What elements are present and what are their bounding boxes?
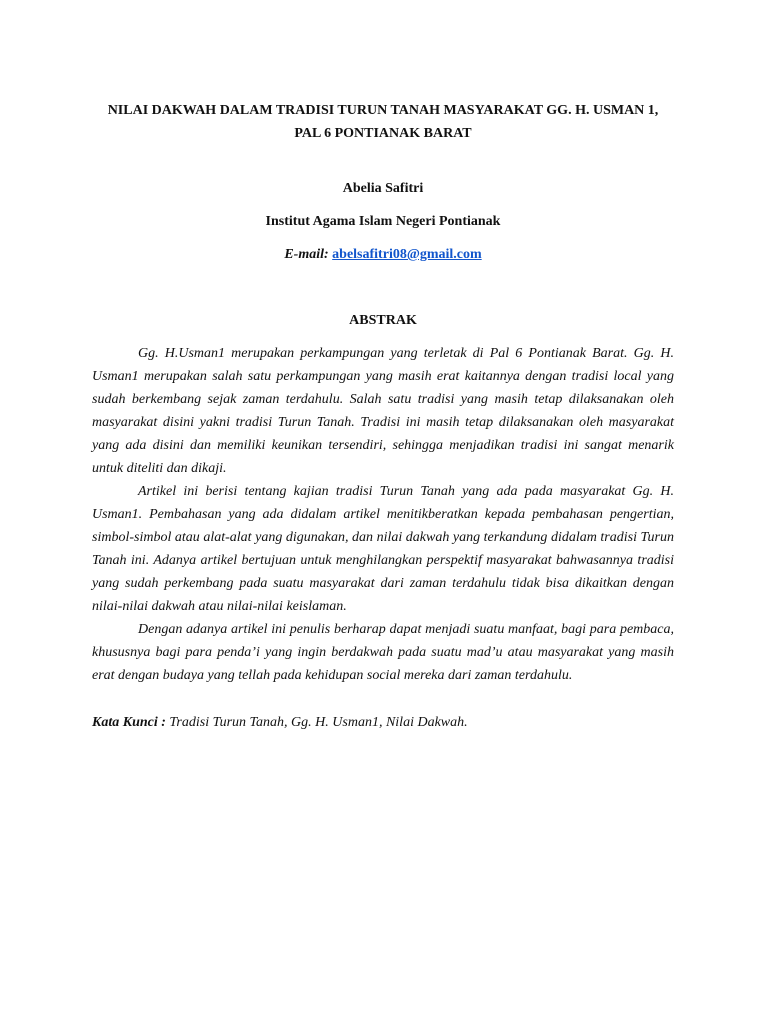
abstract-body [92, 342, 674, 687]
keywords-label: Kata Kunci : [92, 715, 166, 730]
email-label: E-mail: [284, 247, 329, 262]
author-institution: Institut Agama Islam Negeri Pontianak [265, 214, 501, 229]
abstract-heading: ABSTRAK [349, 313, 417, 328]
title-line-2: PAL 6 PONTIANAK BARAT [294, 126, 472, 141]
abstract-paragraph: Artikel ini berisi tentang kajian tradisi Turun Tanah yang ada pada masyarakat Gg. H. Usman1. Pembahasan yang ada didalam artikel menitikberatkan kepada pembahasan pengertian, simbol-simbol atau alat-alat yang digunakan, dan nilai dakwah yang terkandung didalam tradisi Turun Tanah ini. Adanya artikel bertujuan untuk menghilangkan perspektif masyarakat bahwasannya tradisi yang sudah perkembang pada suatu masyarakat dari zaman terdahulu tidak bisa dikaitkan dengan nilai-nilai dakwah atau nilai-nilai keislaman. [92, 484, 674, 614]
abstract-paragraph: Gg. H.Usman1 merupakan perkampungan yang terletak di Pal 6 Pontianak Barat. Gg. H. Usman1 merupakan salah satu perkampungan yang masih erat kaitannya dengan tradisi local yang sudah berkembang sejak zaman terdahulu. Salah satu tradisi yang masih tetap dilaksanakan oleh masyarakat disini yakni tradisi Turun Tanah. Tradisi ini masih tetap dilaksanakan oleh masyarakat yang ada disini dan memiliki keunikan tersendiri, sehingga menjadikan tradisi ini sangat menarik untuk diteliti dan dikaji. [92, 346, 674, 476]
author-email-line [92, 245, 674, 265]
title-line-1: NILAI DAKWAH DALAM TRADISI TURUN TANAH MASYARAKAT GG. H. USMAN 1, [107, 103, 659, 118]
abstract-paragraph: Dengan adanya artikel ini penulis berharap dapat menjadi suatu manfaat, bagi para pembaca, khususnya bagi para penda’i yang ingin berdakwah pada suatu mad’u atau masyarakat yang masih erat dengan budaya yang tellah pada kehidupan social mereka dari zaman terdahulu. [92, 622, 674, 683]
email-link[interactable]: abelsafitri08@gmail.com [332, 247, 482, 262]
paper-title [92, 99, 674, 145]
keywords-text: Tradisi Turun Tanah, Gg. H. Usman1, Nilai Dakwah. [169, 715, 468, 730]
keywords-line [92, 711, 674, 734]
author-name: Abelia Safitri [342, 181, 424, 196]
